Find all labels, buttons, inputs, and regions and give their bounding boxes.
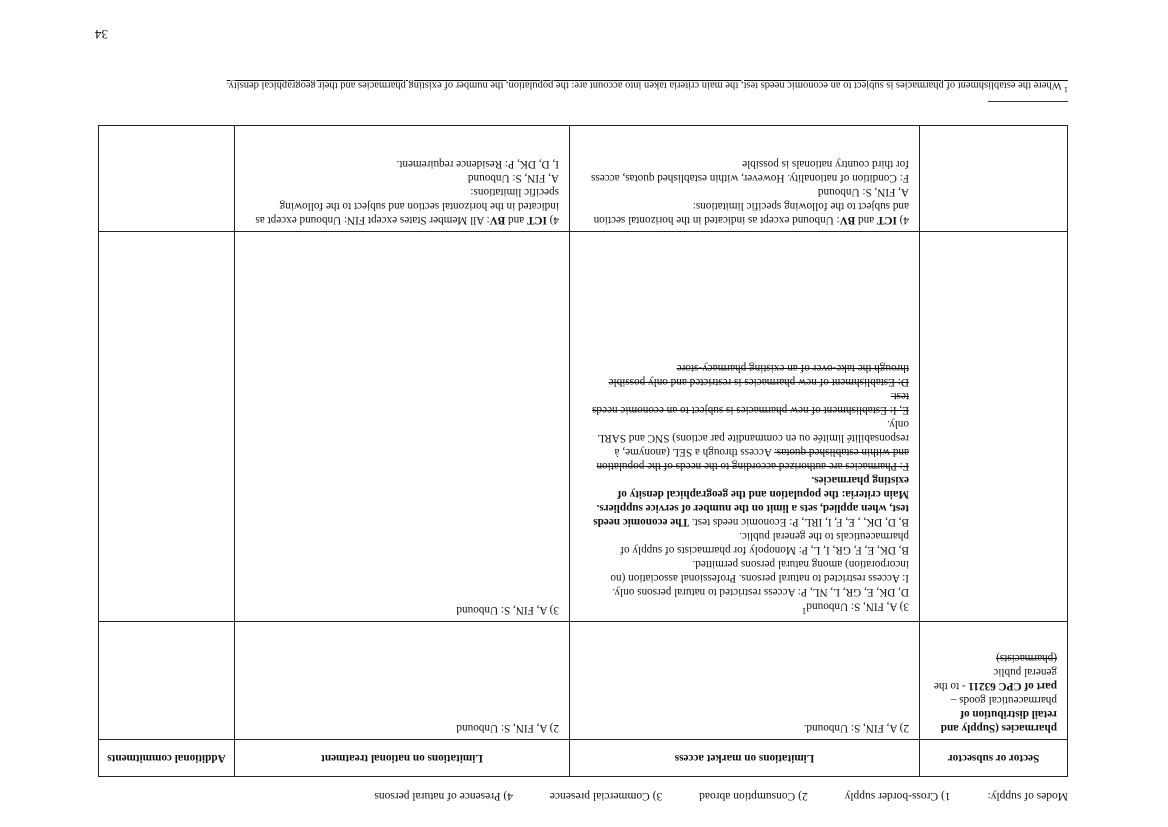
header-market-access: Limitations on market access	[570, 740, 920, 777]
footnote	[227, 80, 1068, 95]
sector-cpc: part of CPC 63211 - to the general public	[933, 666, 1057, 692]
mode3-p5: F: Pharmacies are authorized according to the needs of the population and within established quotas. Access through a SEL (anonyme, à responsabilité limitée ou en commandite par actions) SNC and SARL only.	[596, 418, 909, 473]
mode4-first: 4) ICT and BV: Unbound except as indicated in the horizontal section and subject to the following specific limitations:	[593, 200, 909, 226]
header-national-treatment: Limitations on national treatment	[235, 740, 570, 777]
market-access-mode4	[570, 126, 920, 232]
page-number: 34	[95, 27, 108, 42]
mode3-p1: D, DK, E, GR, L, NL, P: Access restricted to natural persons only.	[612, 586, 909, 599]
footnote-ref: 1	[801, 605, 807, 615]
market-access-mode3	[570, 232, 920, 622]
nt-mode4-p2: A, FIN, S: Unbound	[467, 172, 559, 184]
sector-title: pharmacies (Supply and retail distribution of	[940, 708, 1057, 734]
mode-4: 4) Presence of natural persons	[374, 790, 513, 802]
additional-cell	[99, 126, 235, 232]
footnote-mark: 1	[1064, 85, 1068, 94]
national-treatment-mode3: 3) A, FIN, S: Unbound	[235, 232, 570, 622]
sector-cell-empty	[920, 126, 1068, 232]
table-row	[99, 622, 1068, 740]
header-row	[99, 740, 1068, 777]
header-additional: Additional commitments	[99, 740, 235, 777]
mode-2: 2) Consumption abroad	[699, 790, 808, 802]
additional-cell	[99, 232, 235, 622]
commitments-table	[98, 125, 1068, 777]
sector-cell	[920, 622, 1068, 740]
national-treatment-mode2: 2) A, FIN, S: Unbound	[235, 622, 570, 740]
footnote-divider	[988, 101, 1068, 102]
mode3-p4: B, D, DK, , E, F, I, IRL, P: Economic needs test. The economic needs test, when applied, sets a limit on the number of service suppliers. Main criteria: the population and the geographical density of existing pharmacies.	[593, 474, 909, 529]
modes-of-supply	[340, 790, 1068, 802]
nt-mode4-p3: I, D, DK, P: Residence requirement.	[396, 158, 559, 170]
mode3-p2: I: Access restricted to natural persons. Professional association (no incorporation) among natural persons permitted.	[610, 558, 909, 585]
footnote-text: Where the establishment of pharmacies is subject to an economic needs test, the main criteria taken into account are: the population, the number of existing pharmacies and their geographical density.	[226, 79, 1064, 91]
mode3-first: 3) A, FIN, S: Unbound$^1$	[801, 600, 909, 615]
header-sector: Sector or subsector	[920, 740, 1068, 777]
modes-label: Modes of supply:	[987, 790, 1068, 802]
mode3-p6: E, I: Establishment of new pharmacies is subject to an economic needs test.	[592, 390, 909, 417]
mode3-p3: B, DK, E, F, GR, I, L, P: Monopoly for pharmacists of supply of pharmaceuticals to the general public.	[620, 530, 909, 557]
mode-3: 3) Commercial presence	[549, 790, 663, 802]
mode3-p7: D: Establishment of new pharmacies is restricted and only possible through the take-over of an existing pharmacy-store	[608, 362, 909, 389]
table-row	[99, 126, 1068, 232]
nt-mode4-first: 4) ICT and BV: All Member States except FIN: Unbound except as indicated in the horizontal section and subject to the following specific limitations:	[255, 186, 559, 226]
national-treatment-mode4	[235, 126, 570, 232]
sector-line2: pharmaceutical goods –	[950, 694, 1057, 706]
table-row	[99, 232, 1068, 622]
sector-cell-empty	[920, 232, 1068, 622]
mode4-p3: F: Condition of nationality. However, within established quotas, access for third country nationals is possible	[591, 158, 909, 184]
sector-struck: (pharmacists)	[996, 652, 1057, 664]
additional-cell	[99, 622, 235, 740]
mode-1: 1) Cross-border supply	[844, 790, 951, 802]
mode4-p2: A, FIN, S: Unbound	[817, 186, 909, 198]
market-access-mode2: 2) A, FIN, S: Unbound.	[570, 622, 920, 740]
